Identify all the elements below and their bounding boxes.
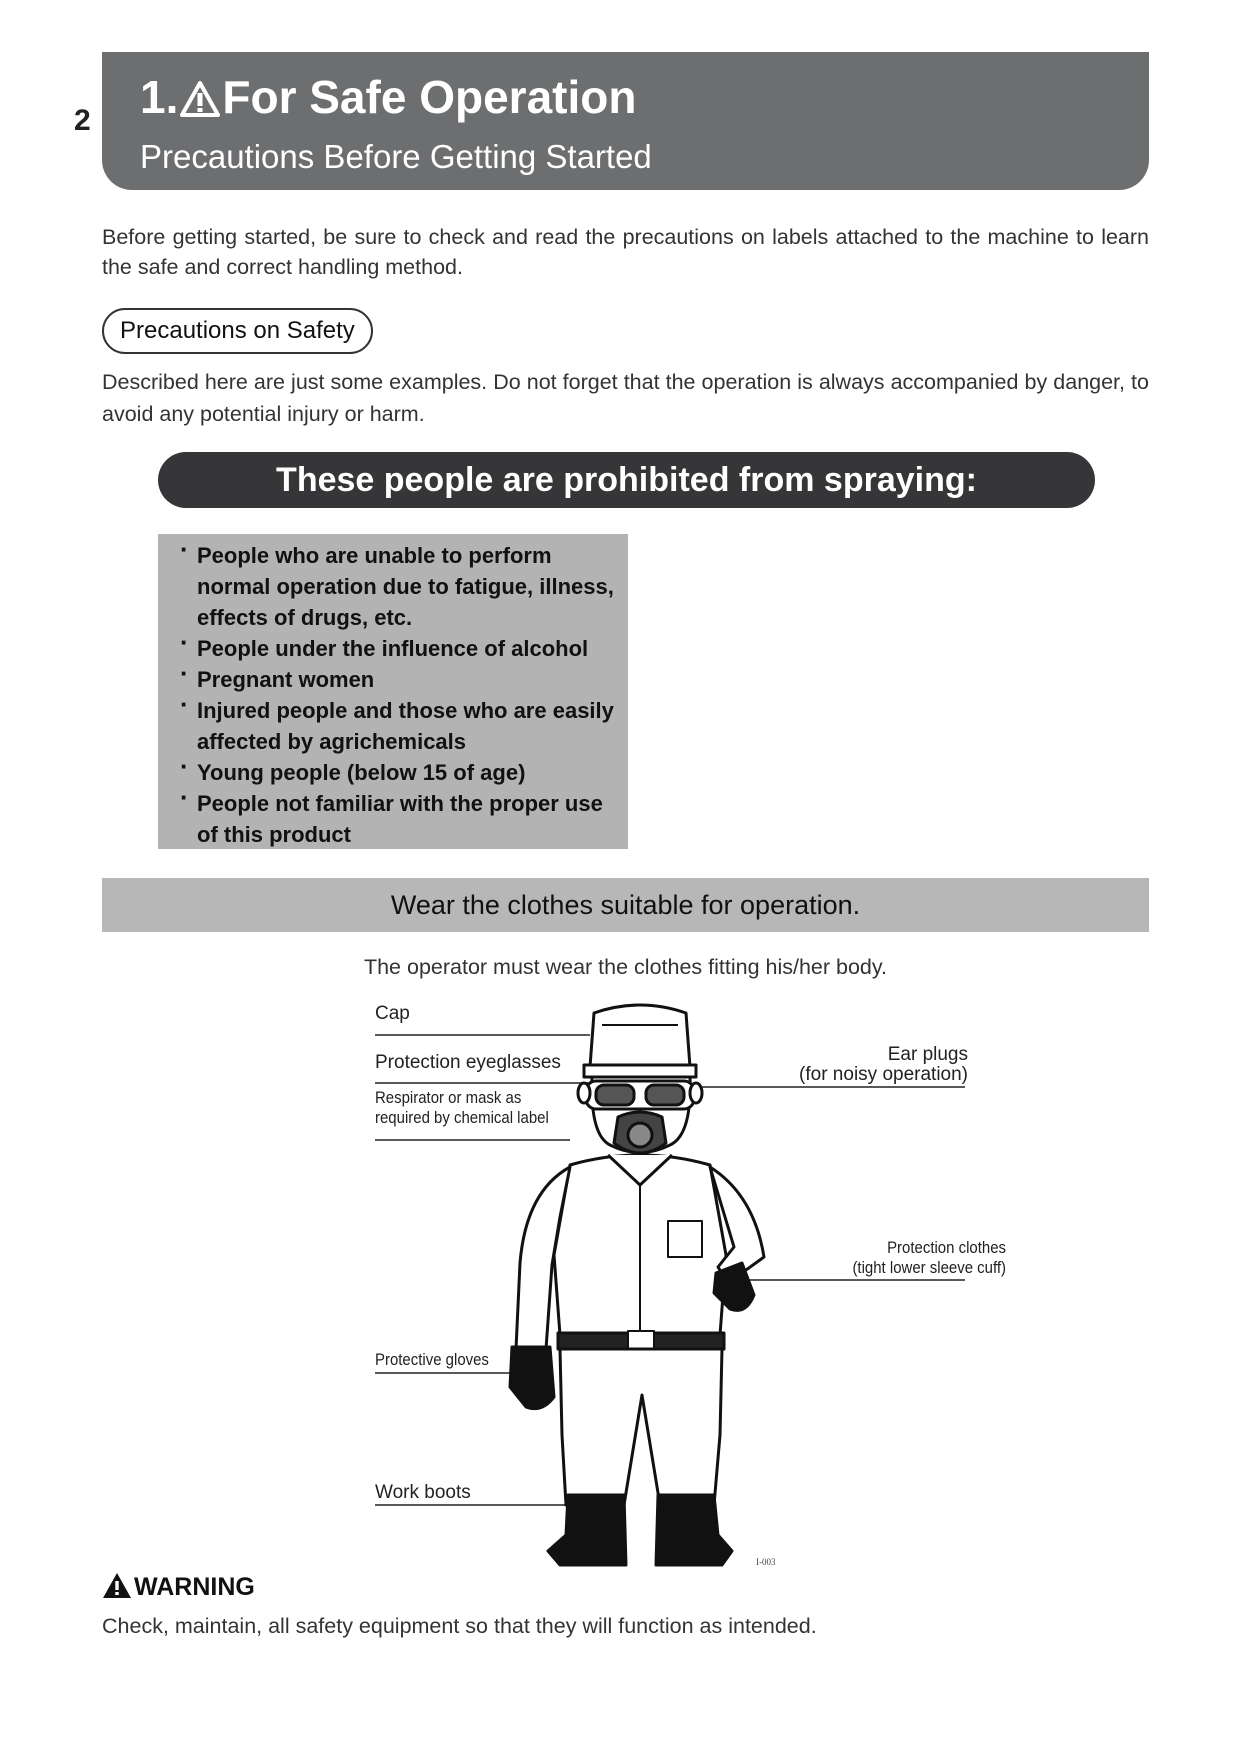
label-respirator-line2: required by chemical label [375,1108,549,1127]
prohibited-heading: These people are prohibited from spraying: [276,461,977,499]
section-label-safety: Precautions on Safety [102,308,373,354]
list-item: · People who are unable to perform normal operation due to fatigue, illness, effects of drugs, etc. [180,540,616,633]
page-number: 2 [74,104,91,137]
label-eyeglasses: Protection eyeglasses [375,1052,561,1073]
page-title [140,70,636,124]
warning-triangle-icon [102,1572,132,1599]
warning-text: Check, maintain, all safety equipment so that they will function as intended. [102,1614,817,1638]
label-ear-plugs-line1: Ear plugs [887,1044,968,1065]
label-boots: Work boots [375,1482,471,1503]
label-cap: Cap [375,1003,410,1024]
figure-code: I-003 [756,1557,776,1567]
list-item: · People under the influence of alcohol [180,633,616,664]
page-subtitle: Precautions Before Getting Started [140,138,652,175]
label-ear-plugs-line2: (for noisy operation) [799,1064,968,1085]
label-gloves: Protective gloves [375,1350,489,1369]
label-clothes-line2: (tight lower sleeve cuff) [852,1258,1006,1277]
title-text: For Safe Operation [222,71,637,123]
label-clothes-line1: Protection clothes [887,1238,1006,1257]
clothing-heading: Wear the clothes suitable for operation. [390,890,861,920]
list-item: · Pregnant women [180,664,616,695]
title-prefix: 1. [140,71,179,123]
warning-triangle-icon [180,81,220,117]
list-item: · Injured people and those who are easily affected by agrichemicals [180,695,616,757]
safety-paragraph: Described here are just some examples. Do not forget that the operation is always accompanied by danger, to avoid any potential injury or harm. [102,370,1149,426]
label-respirator-line1: Respirator or mask as [375,1088,522,1107]
warning-heading [102,1572,255,1602]
list-item: · Young people (below 15 of age) [180,757,616,788]
clothing-note: The operator must wear the clothes fitting his/her body. [363,955,888,979]
intro-paragraph: Before getting started, be sure to check and read the precautions on labels attached to the machine to learn the safe and correct handling method. [102,225,1149,279]
list-item: · People not familiar with the proper use of this product [180,788,616,850]
prohibited-list [180,540,616,850]
warning-title: WARNING [134,1573,255,1601]
